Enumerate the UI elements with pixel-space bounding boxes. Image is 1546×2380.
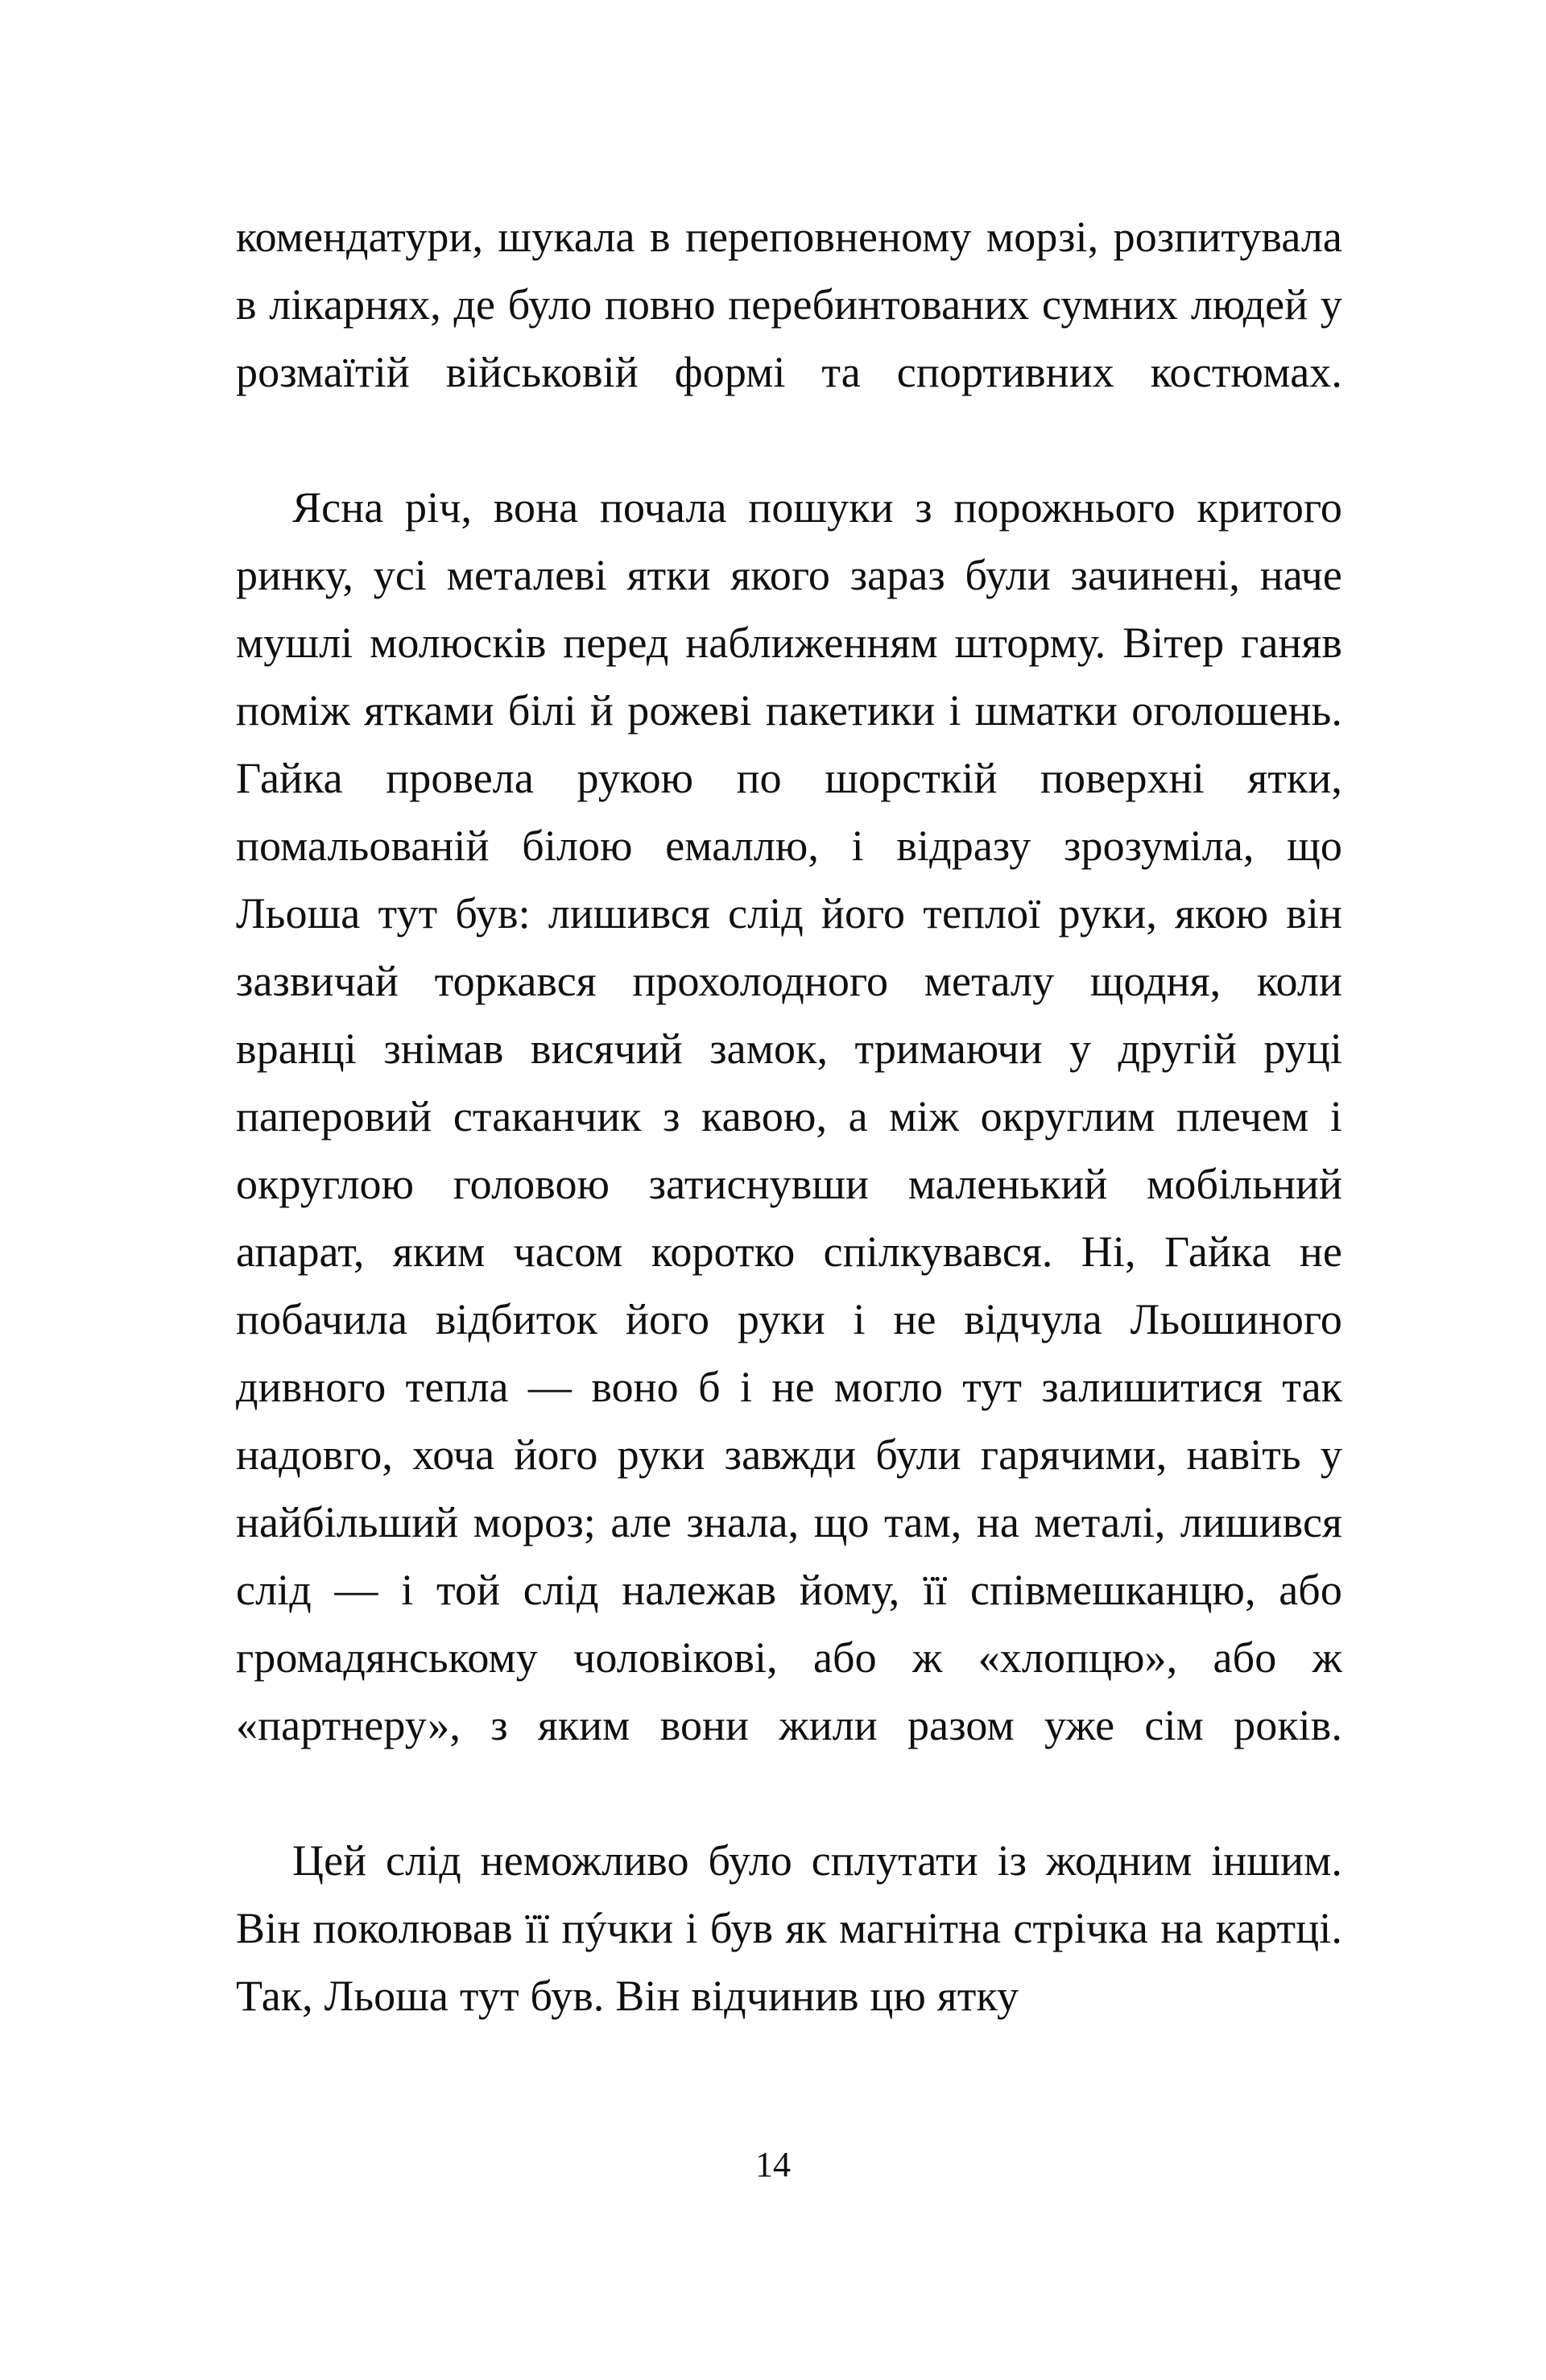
paragraph-continuation: комендатури, шукала в переповненому морзі, розпитувала в лікарнях, де було повно перебинтованих сумних людей у розмаїтій військовій формі та спортивних костюмах. [236,213,1342,396]
page-number: 14 [755,2145,791,2184]
page-text-block [236,203,1342,2030]
paragraph-market-search: Ясна річ, вона почала пошуки з порожнього критого ринку, усі металеві ятки якого зараз були зачинені, наче мушлі молюсків перед наближенням шторму. Вітер ганяв поміж ятками білі й рожеві пакетики і шматки оголошень. Гайка провела рукою по шорсткій поверхні ятки, помальованій білою емаллю, і відразу зрозуміла, що Льоша тут був: лишився слід його теплої руки, якою він зазвичай торкався прохолодного металу щодня, коли вранці знімав висячий замок, тримаючи у другій руці паперовий стаканчик з кавою, а між округлим плечем і округлою головою затиснувши маленький мобільний апарат, яким часом коротко спілкувався. Ні, Гайка не побачила відбиток його руки і не відчула Льошиного дивного тепла — воно б і не могло тут залишитися так надовго, хоча його руки завжди були гарячими, навіть у найбільший мороз; але знала, що там, на металі, лишився слід — і той слід належав йому, її співмешканцю, або громадянському чоловікові, або ж «хлопцю», або ж «партнеру», з яким вони жили разом уже сім років. [236,483,1342,1749]
paragraph-trace: Цей слід неможливо було сплутати із жодним іншим. Він поколював її пýчки і був як магнітна стрічка на картці. Так, Льоша тут був. Він відчинив цю ятку [236,1836,1342,2020]
